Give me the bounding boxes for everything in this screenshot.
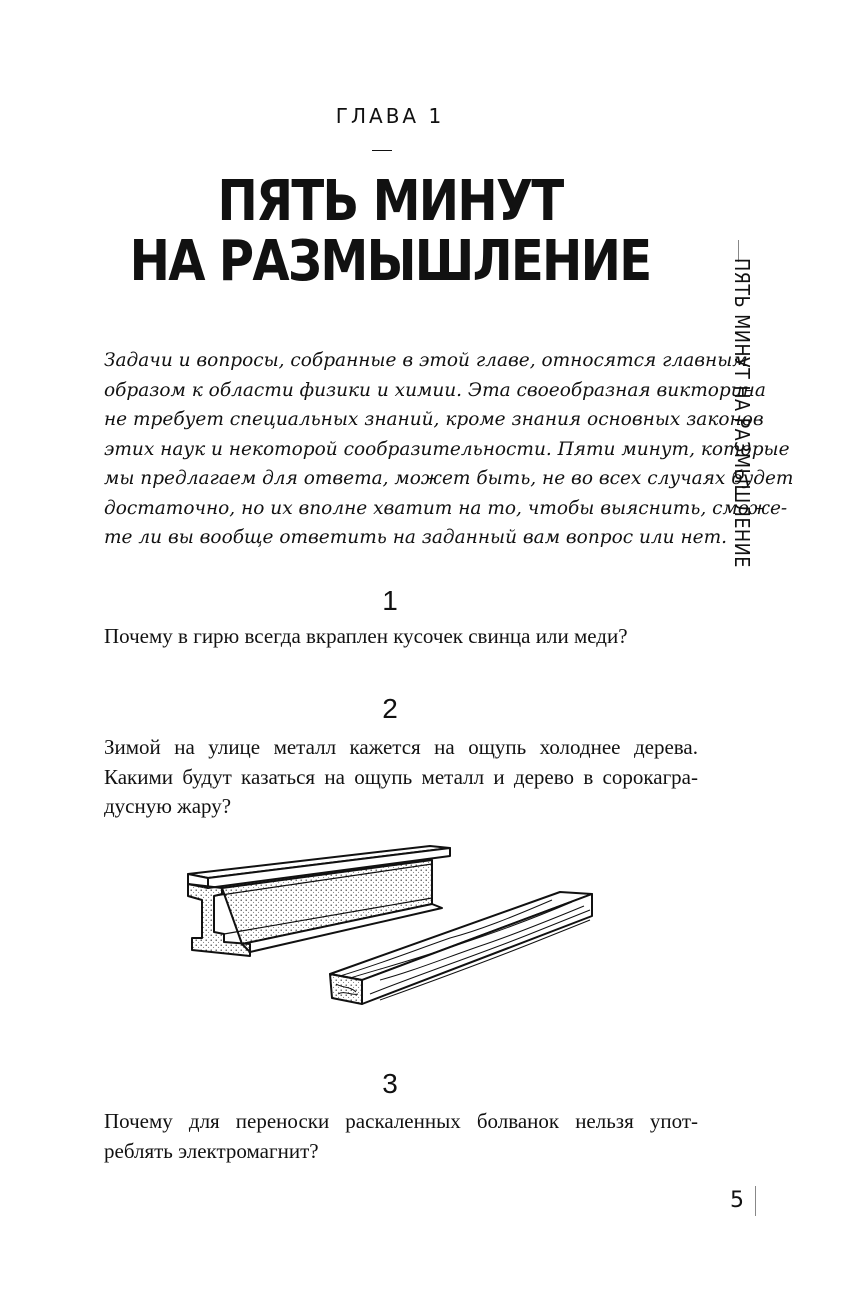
running-head-text: ПЯТЬ МИНУТ НА РАЗМЫШЛЕНИЕ <box>730 258 754 568</box>
chapter-divider <box>372 150 392 151</box>
intro-line: мы предлагаем для ответа, может быть, не во всех случаях будет <box>104 468 794 489</box>
running-head <box>728 258 758 578</box>
question-number: 2 <box>382 693 398 724</box>
page-number-rule <box>755 1186 756 1216</box>
question-text <box>104 1107 698 1166</box>
question-line: реблять электромагнит? <box>104 1138 319 1163</box>
intro-line: не требует специальных знаний, кроме знания основных законов <box>104 409 764 430</box>
metal-and-wood-illustration <box>180 834 600 1034</box>
i-beam-icon <box>188 846 450 956</box>
intro-line: этих наук и некоторой сообразительности. Пяти минут, которые <box>104 438 790 460</box>
chapter-title-line: ПЯТЬ МИНУТ <box>217 169 563 234</box>
question-number: 1 <box>382 585 398 616</box>
intro-line: достаточно, но их вполне хватит на то, чтобы выяснить, сможе- <box>104 497 788 519</box>
intro-line: образом к области физики и химии. Эта своеобразная викторина <box>104 379 766 401</box>
chapter-title <box>55 169 726 294</box>
intro-line: Задачи и вопросы, собранные в этой главе, относятся главным <box>104 350 748 371</box>
chapter-label: ГЛАВА 1 <box>335 104 445 128</box>
question-text <box>104 733 698 822</box>
question-text <box>104 622 698 652</box>
intro-line: те ли вы вообще ответить на заданный вам вопрос или нет. <box>104 527 728 548</box>
question-line: Почему для переноски раскаленных болванок нельзя упот- <box>104 1109 698 1133</box>
question-line: Почему в гирю всегда вкраплен кусочек свинца или меди? <box>104 624 628 648</box>
question-line: Зимой на улице металл кажется на ощупь холоднее дерева. <box>104 735 698 759</box>
question-line: дусную жару? <box>104 794 232 818</box>
chapter-title-line: НА РАЗМЫШЛЕНИЕ <box>129 229 651 294</box>
page-number: 5 <box>730 1188 744 1213</box>
question-line: Какими будут казаться на ощупь металл и дерево в сорокагра- <box>104 764 698 789</box>
question-number: 3 <box>382 1068 398 1099</box>
